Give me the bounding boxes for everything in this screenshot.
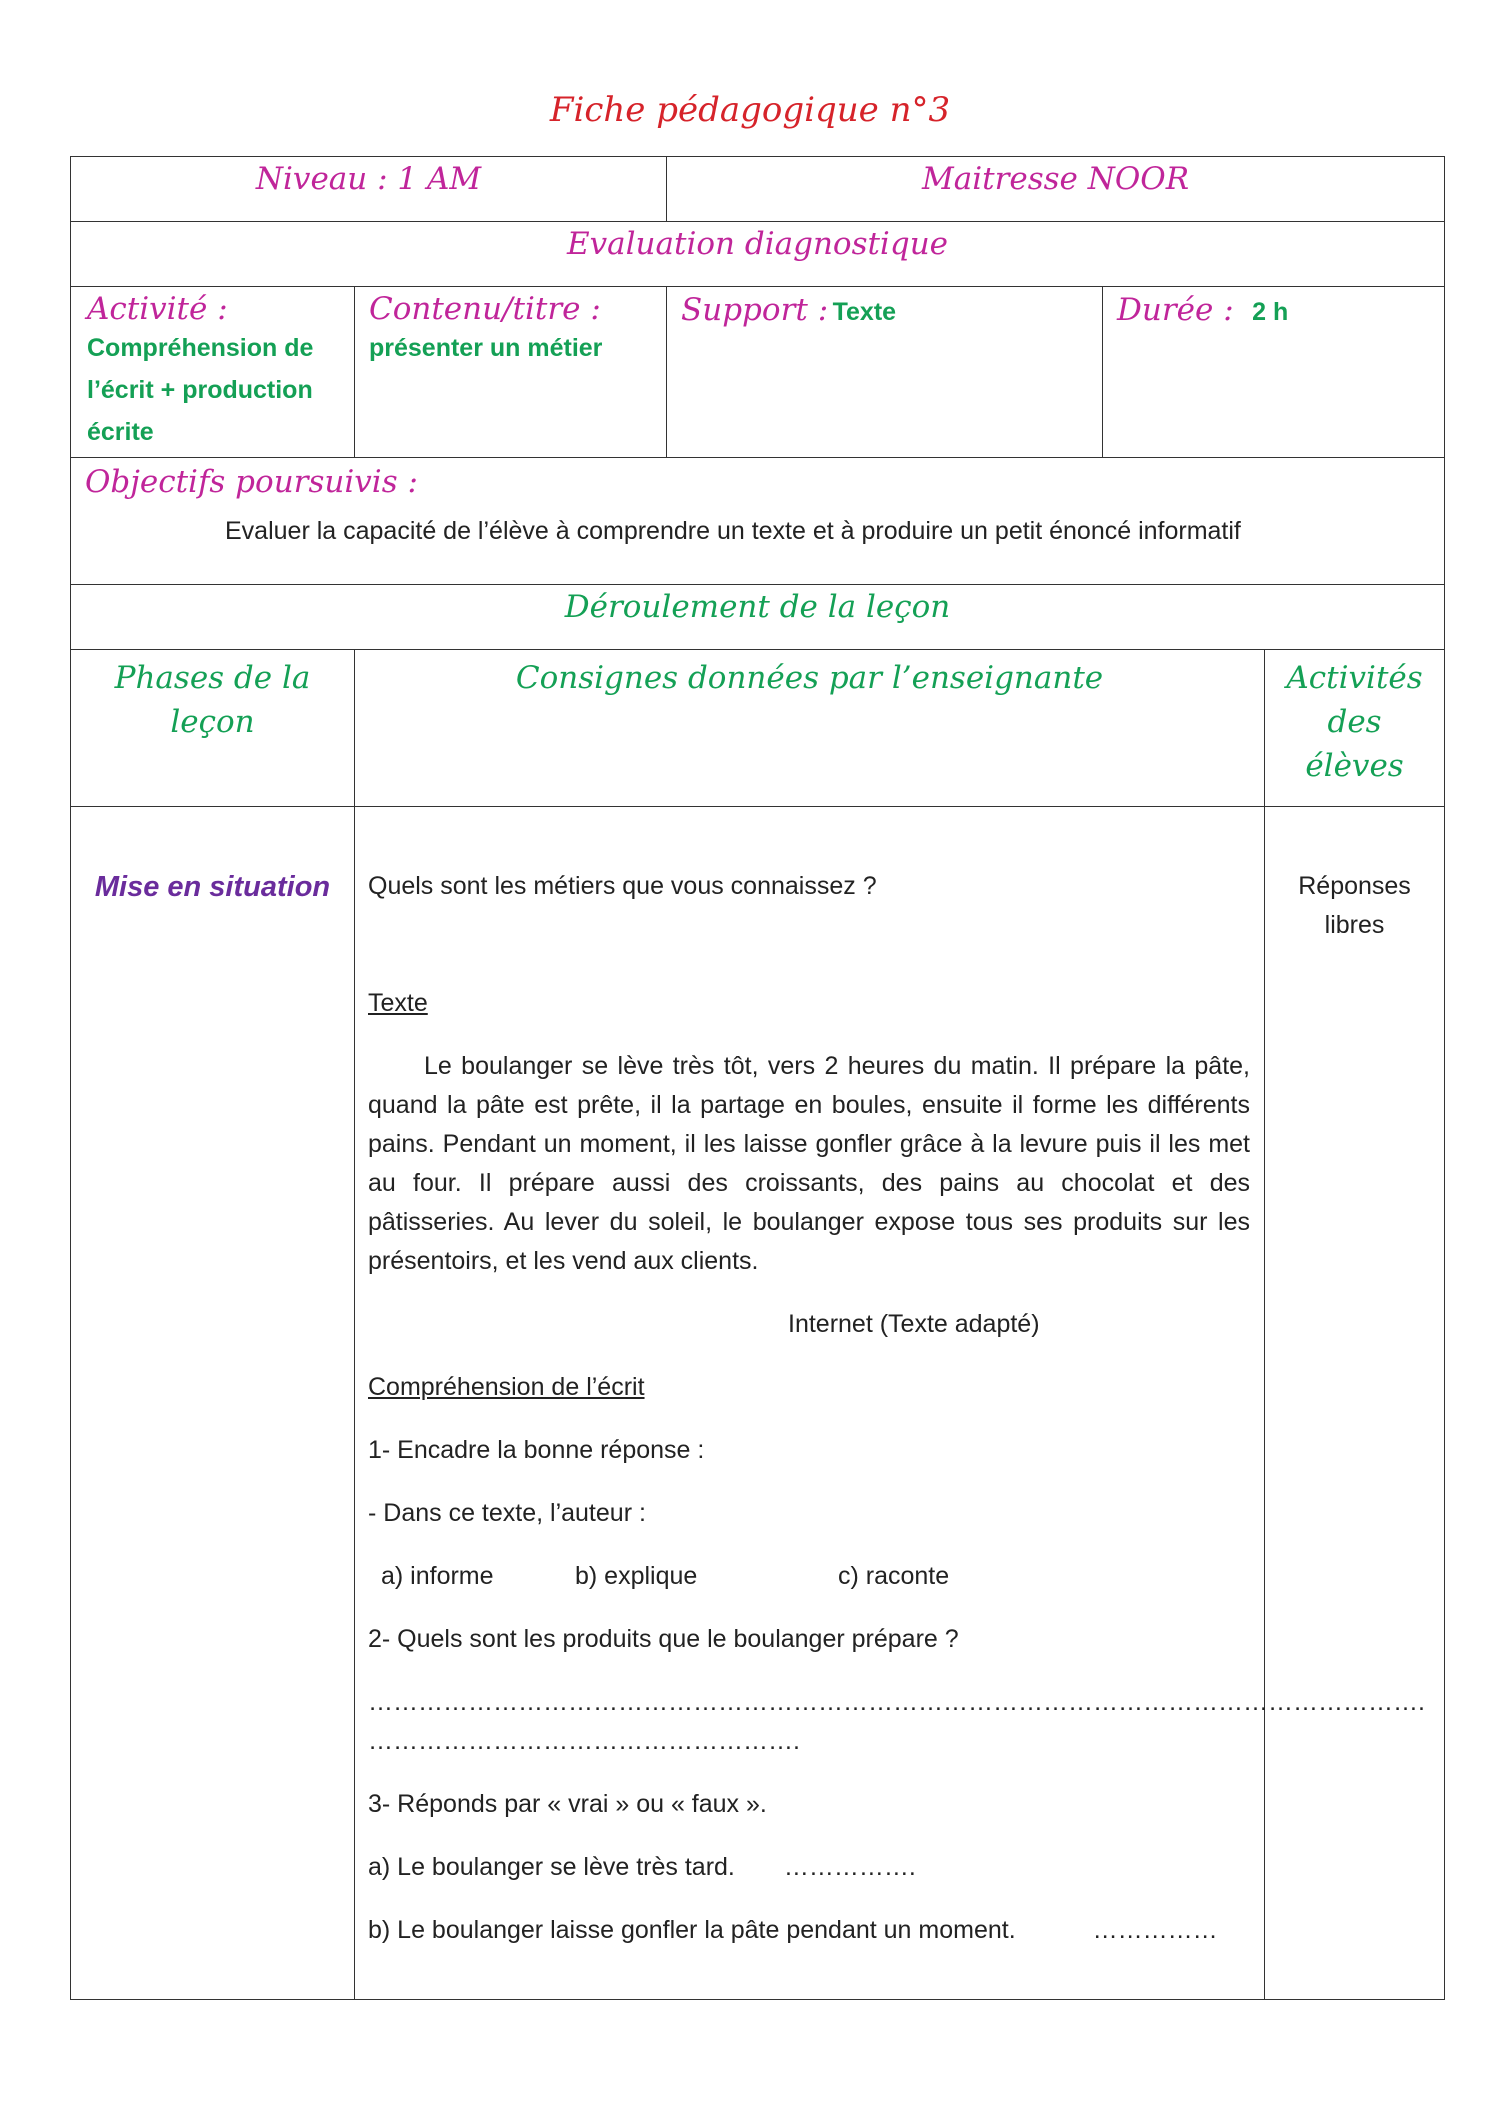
activite-cell <box>71 287 355 458</box>
duree-value: 2 h <box>1252 298 1289 326</box>
activites-header-cell <box>1265 650 1445 807</box>
duree-label: Durée : <box>1117 292 1234 328</box>
support-label: Support : <box>681 292 829 328</box>
support-value: Texte <box>832 298 897 326</box>
text-source: Internet (Texte adapté) <box>788 1310 1040 1338</box>
duree-cell <box>1103 287 1445 458</box>
option-c: c) raconte <box>838 1562 950 1590</box>
question-3a <box>368 1848 1250 1887</box>
blank-a: ……………. <box>783 1853 916 1881</box>
objectifs-cell <box>71 458 1445 585</box>
phase-cell <box>71 807 355 2000</box>
option-b: b) explique <box>575 1562 698 1590</box>
question-1: 1- Encadre la bonne réponse : <box>368 1436 705 1464</box>
answer-line-1: ………………………………………………………………………………………………………………. <box>368 1688 1425 1716</box>
question-3: 3- Réponds par « vrai » ou « faux ». <box>368 1790 767 1818</box>
consignes-header: Consignes données par l’enseignante <box>515 660 1104 696</box>
objectifs-label: Objectifs poursuivis : <box>85 464 418 500</box>
deroulement-title: Déroulement de la leçon <box>564 589 951 625</box>
consignes-header-cell <box>355 650 1265 807</box>
question-2: 2- Quels sont les produits que le boulanger prépare ? <box>368 1625 959 1653</box>
contenu-value: présenter un métier <box>369 334 603 362</box>
activites-cell <box>1265 807 1445 2000</box>
phase-label: Mise en situation <box>94 871 331 903</box>
lesson-sheet-table <box>70 156 1445 2000</box>
question-1-options <box>368 1557 1250 1596</box>
option-a: a) informe <box>381 1562 494 1590</box>
niveau-cell <box>71 157 667 222</box>
teacher-name: Maitresse NOOR <box>921 161 1190 197</box>
contenu-cell <box>355 287 667 458</box>
comprehension-heading: Compréhension de l’écrit <box>368 1373 645 1401</box>
support-cell <box>667 287 1103 458</box>
warmup-question: Quels sont les métiers que vous connaissez ? <box>368 872 877 900</box>
objectifs-text: Evaluer la capacité de l’élève à comprendre un texte et à produire un petit énoncé informatif <box>225 517 1241 545</box>
document-title: Fiche pédagogique n°3 <box>549 90 951 130</box>
answer-line-2: ……………………………………………. <box>368 1727 800 1755</box>
statement-a: a) Le boulanger se lève très tard. <box>368 1853 735 1881</box>
maitresse-cell <box>667 157 1445 222</box>
contenu-label: Contenu/titre : <box>369 291 601 327</box>
blank-b: …………… <box>1092 1916 1218 1944</box>
evaluation-type: Evaluation diagnostique <box>567 226 949 262</box>
question-1-sub: - Dans ce texte, l’auteur : <box>368 1499 646 1527</box>
activites-header: Activités des élèves <box>1286 660 1423 784</box>
statement-b: b) Le boulanger laisse gonfler la pâte pendant un moment. <box>368 1916 1016 1944</box>
niveau-label: Niveau : 1 AM <box>255 161 482 197</box>
texte-heading: Texte <box>368 989 428 1017</box>
activites-value: Réponses libres <box>1298 872 1411 939</box>
deroulement-cell <box>71 585 1445 650</box>
question-3b <box>368 1911 1250 1950</box>
evaluation-cell <box>71 222 1445 287</box>
phases-header: Phases de la leçon <box>114 660 311 740</box>
activite-label: Activité : <box>87 291 228 327</box>
phases-header-cell <box>71 650 355 807</box>
activite-value: Compréhension de l’écrit + production écrite <box>87 334 314 446</box>
reading-text: Le boulanger se lève très tôt, vers 2 heures du matin. Il prépare la pâte, quand la pâte est prête, il la partage en boules, ensuite il forme les différents pains. Pendant un moment, il les laisse gonfler grâce à la levure puis il les met au four. Il prépare aussi des croissants, des pains au chocolat et des pâtisseries. Au lever du soleil, le boulanger expose tous ses produits sur les présentoirs, et les vend aux clients. <box>368 1052 1251 1275</box>
